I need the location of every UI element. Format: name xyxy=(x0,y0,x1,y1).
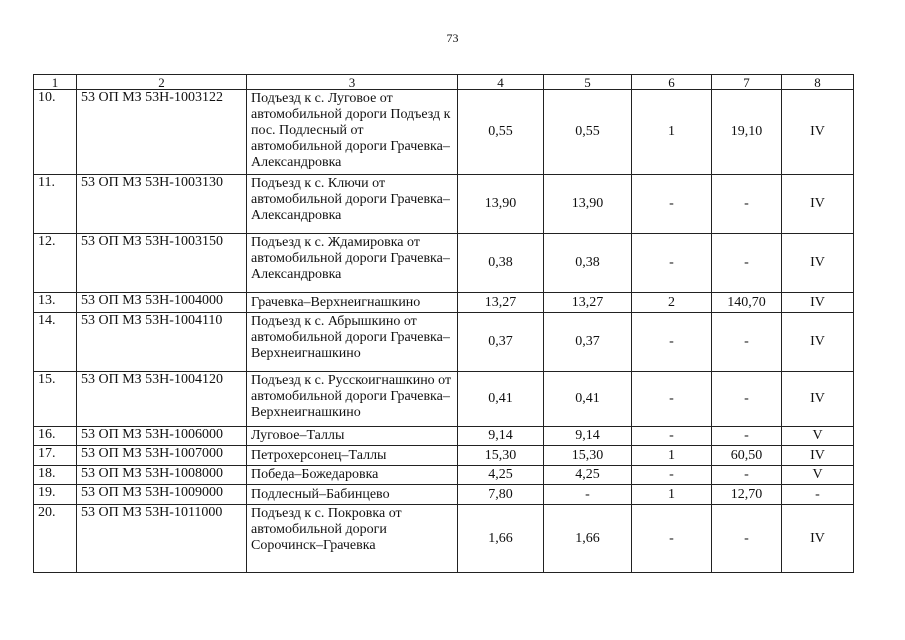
table-row xyxy=(34,313,854,372)
col-7-value: - xyxy=(712,427,782,446)
col-7-value: - xyxy=(712,234,782,293)
col-6-value: - xyxy=(632,372,712,427)
col-4-value: 0,41 xyxy=(458,372,544,427)
row-number: 14. xyxy=(34,313,77,372)
col-8-value: - xyxy=(782,485,854,505)
col-8-value: V xyxy=(782,466,854,485)
road-name: Подъезд к с. Ключи от автомобильной дороги Грачевка–Александровка xyxy=(247,175,458,234)
col-7-value: - xyxy=(712,313,782,372)
header-cell-7: 7 xyxy=(712,75,782,90)
col-5-value: - xyxy=(544,485,632,505)
col-4-value: 13,90 xyxy=(458,175,544,234)
col-5-value: 15,30 xyxy=(544,446,632,466)
col-6-value: 1 xyxy=(632,446,712,466)
road-name: Луговое–Таллы xyxy=(247,427,458,446)
table-row xyxy=(34,90,854,175)
table-row xyxy=(34,427,854,446)
row-number: 19. xyxy=(34,485,77,505)
road-id: 53 ОП МЗ 53Н-1004120 xyxy=(77,372,247,427)
col-8-value: V xyxy=(782,427,854,446)
row-number: 17. xyxy=(34,446,77,466)
row-number: 10. xyxy=(34,90,77,175)
col-5-value: 1,66 xyxy=(544,505,632,573)
table-row xyxy=(34,505,854,573)
road-id: 53 ОП МЗ 53Н-1003150 xyxy=(77,234,247,293)
col-4-value: 1,66 xyxy=(458,505,544,573)
road-name: Подъезд к с. Луговое от автомобильной дороги Подъезд к пос. Подлесный от автомобильной дороги Грачевка–Александровка xyxy=(247,90,458,175)
col-6-value: - xyxy=(632,175,712,234)
col-5-value: 13,27 xyxy=(544,293,632,313)
col-8-value: IV xyxy=(782,234,854,293)
col-7-value: - xyxy=(712,175,782,234)
col-4-value: 0,38 xyxy=(458,234,544,293)
page-number: 73 xyxy=(446,31,459,45)
col-7-value: 140,70 xyxy=(712,293,782,313)
col-5-value: 0,55 xyxy=(544,90,632,175)
road-id: 53 ОП МЗ 53Н-1003130 xyxy=(77,175,247,234)
col-6-value: - xyxy=(632,505,712,573)
road-id: 53 ОП МЗ 53Н-1004000 xyxy=(77,293,247,313)
table-row xyxy=(34,293,854,313)
col-8-value: IV xyxy=(782,372,854,427)
col-5-value: 9,14 xyxy=(544,427,632,446)
header-cell-6: 6 xyxy=(632,75,712,90)
col-5-value: 13,90 xyxy=(544,175,632,234)
col-4-value: 0,37 xyxy=(458,313,544,372)
header-cell-3: 3 xyxy=(247,75,458,90)
road-name: Подъезд к с. Ждамировка от автомобильной дороги Грачевка–Александровка xyxy=(247,234,458,293)
col-8-value: IV xyxy=(782,90,854,175)
road-name: Петрохерсонец–Таллы xyxy=(247,446,458,466)
road-id: 53 ОП МЗ 53Н-1007000 xyxy=(77,446,247,466)
row-number: 20. xyxy=(34,505,77,573)
col-6-value: - xyxy=(632,427,712,446)
road-name: Подлесный–Бабинцево xyxy=(247,485,458,505)
col-5-value: 0,38 xyxy=(544,234,632,293)
table-row xyxy=(34,234,854,293)
col-7-value: 19,10 xyxy=(712,90,782,175)
road-name: Победа–Божедаровка xyxy=(247,466,458,485)
row-number: 15. xyxy=(34,372,77,427)
col-8-value: IV xyxy=(782,175,854,234)
col-6-value: 1 xyxy=(632,485,712,505)
col-4-value: 13,27 xyxy=(458,293,544,313)
col-8-value: IV xyxy=(782,505,854,573)
road-name: Грачевка–Верхнеигнашкино xyxy=(247,293,458,313)
table-row xyxy=(34,466,854,485)
col-7-value: 12,70 xyxy=(712,485,782,505)
header-cell-1: 1 xyxy=(34,75,77,90)
road-id: 53 ОП МЗ 53Н-1011000 xyxy=(77,505,247,573)
col-4-value: 9,14 xyxy=(458,427,544,446)
road-id: 53 ОП МЗ 53Н-1009000 xyxy=(77,485,247,505)
header-cell-5: 5 xyxy=(544,75,632,90)
col-4-value: 4,25 xyxy=(458,466,544,485)
col-8-value: IV xyxy=(782,293,854,313)
header-cell-2: 2 xyxy=(77,75,247,90)
col-5-value: 0,41 xyxy=(544,372,632,427)
row-number: 11. xyxy=(34,175,77,234)
header-cell-4: 4 xyxy=(458,75,544,90)
road-id: 53 ОП МЗ 53Н-1004110 xyxy=(77,313,247,372)
header-cell-8: 8 xyxy=(782,75,854,90)
col-5-value: 0,37 xyxy=(544,313,632,372)
col-8-value: IV xyxy=(782,313,854,372)
col-5-value: 4,25 xyxy=(544,466,632,485)
road-id: 53 ОП МЗ 53Н-1006000 xyxy=(77,427,247,446)
road-name: Подъезд к с. Абрышкино от автомобильной дороги Грачевка–Верхнеигнашкино xyxy=(247,313,458,372)
table-row xyxy=(34,446,854,466)
row-number: 12. xyxy=(34,234,77,293)
roads-table xyxy=(33,74,854,573)
col-4-value: 15,30 xyxy=(458,446,544,466)
col-8-value: IV xyxy=(782,446,854,466)
header-row xyxy=(34,75,854,90)
row-number: 16. xyxy=(34,427,77,446)
col-7-value: 60,50 xyxy=(712,446,782,466)
table-row xyxy=(34,175,854,234)
table-row xyxy=(34,372,854,427)
road-id: 53 ОП МЗ 53Н-1003122 xyxy=(77,90,247,175)
table-row xyxy=(34,485,854,505)
col-6-value: - xyxy=(632,313,712,372)
col-7-value: - xyxy=(712,466,782,485)
row-number: 18. xyxy=(34,466,77,485)
col-6-value: - xyxy=(632,234,712,293)
col-4-value: 7,80 xyxy=(458,485,544,505)
col-4-value: 0,55 xyxy=(458,90,544,175)
col-7-value: - xyxy=(712,505,782,573)
col-7-value: - xyxy=(712,372,782,427)
road-name: Подъезд к с. Покровка от автомобильной дороги Сорочинск–Грачевка xyxy=(247,505,458,573)
col-6-value: - xyxy=(632,466,712,485)
col-6-value: 2 xyxy=(632,293,712,313)
road-name: Подъезд к с. Русскоигнашкино от автомобильной дороги Грачевка–Верхнеигнашкино xyxy=(247,372,458,427)
row-number: 13. xyxy=(34,293,77,313)
road-id: 53 ОП МЗ 53Н-1008000 xyxy=(77,466,247,485)
col-6-value: 1 xyxy=(632,90,712,175)
